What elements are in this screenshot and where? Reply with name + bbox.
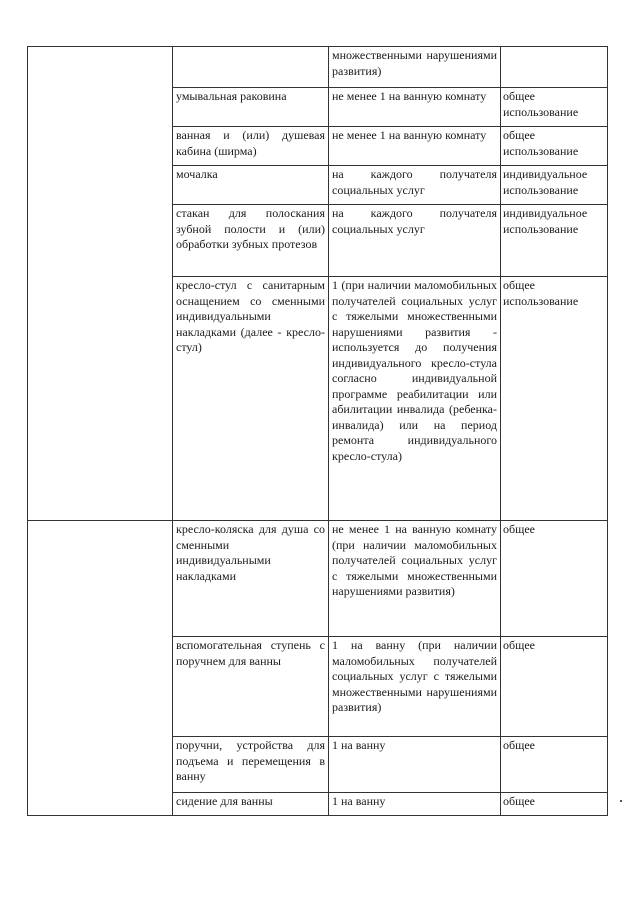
usage-cell: общее [501,793,608,816]
norm-cell: 1 на ванну [329,737,501,793]
category-cell [28,47,173,521]
usage-cell: общее использование [501,277,608,521]
item-cell: кресло-коляска для душа со сменными индивидуальными накладками [173,521,329,637]
scan-speck [620,800,622,802]
item-cell: умывальная раковина [173,88,329,127]
usage-cell: общее использование [501,88,608,127]
item-cell: вспомогательная ступень с поручнем для ванны [173,637,329,737]
norm-cell: 1 (при наличии маломобильных получателей социальных услуг с тяжелыми множественными нарушениями развития - используется до получения индивидуального кресло-стула согласно индивидуальной программе реабилитации или абилитации инвалида (ребенка-инвалида) или на период ремонта индивидуального кресло-стула) [329,277,501,521]
item-cell: сидение для ванны [173,793,329,816]
usage-cell: общее [501,737,608,793]
usage-cell [501,47,608,88]
usage-cell: индивидуальное использование [501,205,608,277]
table-row [28,47,608,88]
norm-cell: 1 на ванну [329,793,501,816]
usage-cell: общее [501,521,608,637]
norm-cell: 1 на ванну (при наличии маломобильных получателей социальных услуг с тяжелыми множественными нарушениями развития) [329,637,501,737]
norm-cell: не менее 1 на ванную комнату [329,127,501,166]
item-cell: поручни, устройства для подъема и перемещения в ванну [173,737,329,793]
norm-cell: не менее 1 на ванную комнату (при наличии маломобильных получателей социальных услуг с тяжелыми множественными нарушениями развития) [329,521,501,637]
item-cell: ванная и (или) душевая кабина (ширма) [173,127,329,166]
norm-cell: на каждого получателя социальных услуг [329,205,501,277]
usage-cell: общее [501,637,608,737]
category-cell [28,521,173,816]
norm-cell: множественными нарушениями развития) [329,47,501,88]
equipment-norms-table [27,46,608,816]
item-cell: кресло-стул с санитарным оснащением со сменными индивидуальными накладками (далее - кресло-стул) [173,277,329,521]
item-cell: стакан для полоскания зубной полости и (или) обработки зубных протезов [173,205,329,277]
item-cell [173,47,329,88]
usage-cell: общее использование [501,127,608,166]
norm-cell: на каждого получателя социальных услуг [329,166,501,205]
item-cell: мочалка [173,166,329,205]
norm-cell: не менее 1 на ванную комнату [329,88,501,127]
table-row [28,521,608,637]
usage-cell: индивидуальное использование [501,166,608,205]
